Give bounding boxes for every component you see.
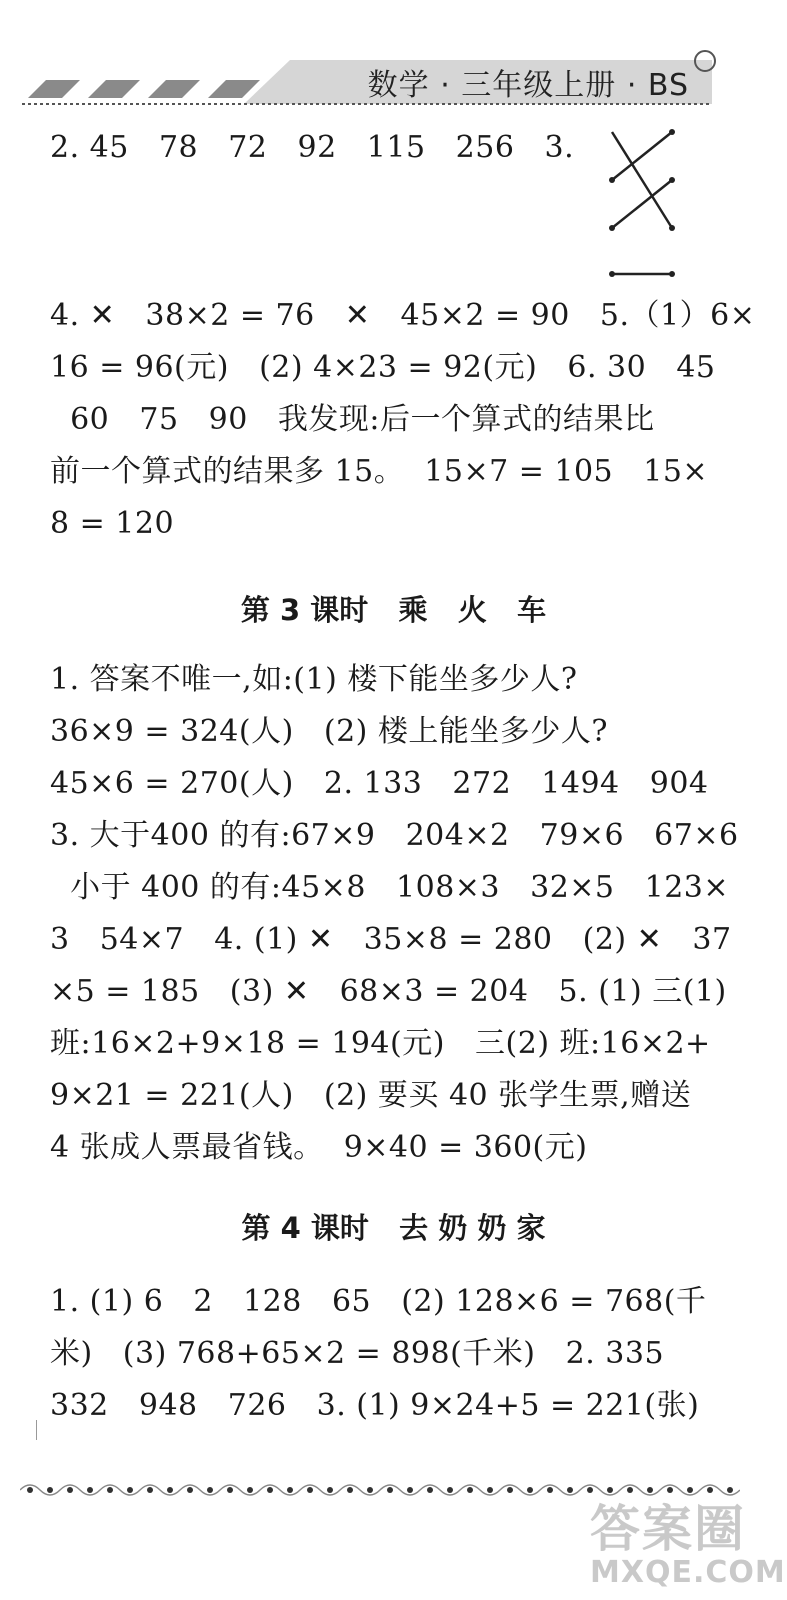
answer-line: 3 54×7 4. (1) ✕ 35×8 = 280 (2) ✕ 37	[50, 922, 732, 957]
answer-line: 3. 大于400 的有:67×9 204×2 79×6 67×6	[50, 818, 739, 853]
watermark-logo: 答案圈	[590, 1500, 746, 1558]
header-ring-icon	[690, 46, 720, 76]
section-heading-lesson-3: 第 3 课时 乘 火 车	[240, 593, 547, 627]
watermark	[590, 1502, 786, 1590]
answer-line: 16 = 96(元) (2) 4×23 = 92(元) 6. 30 45	[50, 350, 716, 385]
answer-line: 1. 答案不唯一,如:(1) 楼下能坐多少人?	[50, 662, 578, 697]
answer-line: 4. ✕ 38×2 = 76 ✕ 45×2 = 90 5.（1）6×	[50, 298, 756, 333]
answer-line: 9×21 = 221(人) (2) 要买 40 张学生票,赠送	[50, 1078, 692, 1113]
answer-line: 2. 45 78 72 92 115 256 3.	[50, 130, 575, 165]
header-title: 数学 · 三年级上册 · BS	[367, 68, 689, 103]
answer-line: 小于 400 的有:45×8 108×3 32×5 123×	[50, 870, 730, 905]
watermark-url: MXQE.COM	[590, 1555, 786, 1590]
margin-rule	[36, 1420, 37, 1440]
answer-line: 前一个算式的结果多 15。 15×7 = 105 15×	[50, 454, 709, 489]
answer-line: 332 948 726 3. (1) 9×24+5 = 221(张)	[50, 1388, 700, 1423]
answer-line: 1. (1) 6 2 128 65 (2) 128×6 = 768(千	[50, 1284, 707, 1319]
answer-line: 班:16×2+9×18 = 194(元) 三(2) 班:16×2+	[50, 1026, 711, 1061]
answer-line: 60 75 90 我发现:后一个算式的结果比	[50, 402, 655, 437]
section-heading-lesson-4: 第 4 课时 去 奶 奶 家	[241, 1211, 546, 1245]
answer-line: ×5 = 185 (3) ✕ 68×3 = 204 5. (1) 三(1)	[50, 974, 727, 1009]
answer-line: 8 = 120	[50, 506, 175, 541]
matching-lines-diagram	[590, 118, 690, 288]
answer-line: 36×9 = 324(人) (2) 楼上能坐多少人?	[50, 714, 608, 749]
answer-line: 4 张成人票最省钱。 9×40 = 360(元)	[50, 1130, 588, 1165]
answer-line: 45×6 = 270(人) 2. 133 272 1494 904	[50, 766, 709, 801]
answer-line: 米) (3) 768+65×2 = 898(千米) 2. 335	[50, 1336, 665, 1371]
